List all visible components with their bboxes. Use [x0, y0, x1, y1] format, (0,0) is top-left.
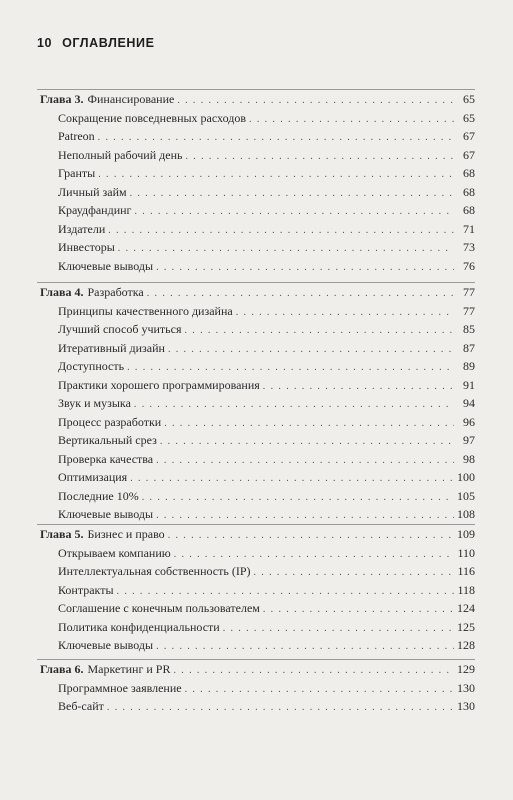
section-title: Ключевые выводы — [58, 258, 154, 273]
section-title: Ключевые выводы — [58, 638, 154, 652]
dot-leader — [263, 378, 454, 397]
dot-leader — [164, 415, 454, 434]
dot-leader — [118, 240, 454, 259]
section-title: Последние 10% — [58, 488, 139, 503]
section-title: Лучший способ учиться — [58, 322, 182, 336]
toc-section-row[interactable] — [37, 618, 475, 637]
toc-section-row[interactable] — [37, 127, 475, 146]
chapter-label: Глава 4. — [40, 285, 84, 299]
page-title: ОГЛАВЛЕНИЕ — [62, 36, 155, 50]
section-page-number: 77 — [463, 303, 475, 318]
toc-section-row[interactable] — [37, 164, 475, 183]
toc-section-row[interactable] — [37, 183, 475, 202]
section-page-number: 65 — [463, 110, 475, 125]
dot-leader — [130, 185, 454, 204]
section-page-number: 124 — [457, 601, 475, 615]
dot-leader — [236, 304, 454, 323]
chapter-label: Глава 3. — [40, 92, 84, 106]
chapter-title: Маркетинг и PR — [87, 662, 171, 676]
toc-chapter-group — [37, 659, 475, 716]
toc-section-row[interactable] — [37, 109, 475, 128]
section-title: Инвесторы — [58, 240, 115, 254]
dot-leader — [142, 489, 454, 508]
toc-section-row[interactable] — [37, 302, 475, 321]
section-title: Доступность — [58, 359, 125, 373]
section-title: Краудфандинг — [58, 203, 132, 217]
section-title: Итеративный дизайн — [58, 340, 165, 355]
dot-leader — [184, 322, 454, 341]
section-page-number: 73 — [463, 240, 475, 254]
section-title: Интеллектуальная собственность (IP) — [58, 564, 251, 578]
chapter-title: Бизнес и право — [87, 527, 165, 541]
toc-chapter-row[interactable] — [37, 90, 475, 109]
dot-leader — [98, 166, 454, 185]
section-title: Проверка качества — [58, 451, 154, 466]
section-title: Программное заявление — [58, 680, 182, 695]
section-page-number: 71 — [463, 221, 475, 236]
toc-section-row[interactable] — [37, 257, 475, 276]
dot-leader — [168, 527, 454, 546]
section-title: Гранты — [58, 166, 96, 180]
toc-chapter-group — [37, 524, 475, 655]
section-page-number: 118 — [457, 582, 475, 597]
toc-section-row[interactable] — [37, 581, 475, 600]
toc-section-row[interactable] — [37, 450, 475, 469]
toc-chapter-row[interactable] — [37, 283, 475, 302]
section-title: Личный займ — [58, 184, 127, 199]
dot-leader — [263, 601, 454, 620]
toc-section-row[interactable] — [37, 636, 475, 655]
page-number: 10 — [37, 36, 53, 50]
section-title: Неполный рабочий день — [58, 147, 183, 162]
chapter-title: Разработка — [87, 285, 144, 299]
dot-leader — [130, 470, 454, 489]
section-page-number: 89 — [463, 359, 475, 373]
toc-section-row[interactable] — [37, 697, 475, 716]
section-title: Принципы качественного дизайна — [58, 303, 233, 318]
dot-leader — [156, 638, 454, 657]
chapter-page-number: 77 — [463, 285, 475, 299]
toc-chapter-row[interactable] — [37, 525, 475, 544]
section-page-number: 76 — [463, 258, 475, 273]
dot-leader — [134, 396, 454, 415]
section-page-number: 100 — [457, 470, 475, 484]
toc-section-row[interactable] — [37, 544, 475, 563]
section-page-number: 125 — [457, 619, 475, 634]
toc-section-row[interactable] — [37, 339, 475, 358]
section-page-number: 110 — [457, 545, 475, 560]
dot-leader — [156, 259, 454, 278]
dot-leader — [156, 507, 454, 526]
section-page-number: 98 — [463, 451, 475, 466]
section-page-number: 68 — [463, 184, 475, 199]
toc-section-row[interactable] — [37, 238, 475, 257]
section-title: Политика конфиденциальности — [58, 619, 220, 634]
toc-chapter-group — [37, 282, 475, 524]
toc-section-row[interactable] — [37, 562, 475, 581]
toc-section-row[interactable] — [37, 320, 475, 339]
section-page-number: 87 — [463, 340, 475, 355]
section-title: Открываем компанию — [58, 545, 171, 560]
dot-leader — [168, 341, 454, 360]
section-page-number: 108 — [457, 507, 475, 521]
dot-leader — [107, 699, 454, 718]
dot-leader — [223, 620, 454, 639]
toc-section-row[interactable] — [37, 357, 475, 376]
chapter-label: Глава 5. — [40, 527, 84, 541]
section-page-number: 85 — [463, 322, 475, 336]
toc-section-row[interactable] — [37, 413, 475, 432]
dot-leader — [160, 433, 454, 452]
section-page-number: 94 — [463, 396, 475, 410]
section-title: Оптимизация — [58, 470, 128, 484]
section-page-number: 91 — [463, 377, 475, 392]
chapter-page-number: 65 — [463, 92, 475, 106]
toc-section-row[interactable] — [37, 487, 475, 506]
section-page-number: 116 — [457, 564, 475, 578]
toc-section-row[interactable] — [37, 505, 475, 524]
section-title: Веб-сайт — [58, 699, 104, 713]
section-title: Сокращение повседневных расходов — [58, 110, 247, 125]
dot-leader — [156, 452, 454, 471]
section-title: Patreon — [58, 129, 95, 143]
dot-leader — [185, 148, 454, 167]
section-page-number: 130 — [457, 699, 475, 713]
dot-leader — [254, 564, 455, 583]
toc-section-row[interactable] — [37, 201, 475, 220]
section-page-number: 130 — [457, 680, 475, 695]
section-title: Процесс разработки — [58, 414, 162, 429]
toc-section-row[interactable] — [37, 376, 475, 395]
dot-leader — [249, 111, 454, 130]
section-page-number: 128 — [457, 638, 475, 652]
section-title: Издатели — [58, 221, 106, 236]
section-page-number: 97 — [463, 433, 475, 447]
section-page-number: 67 — [463, 129, 475, 143]
dot-leader — [108, 222, 454, 241]
section-page-number: 96 — [463, 414, 475, 429]
toc-section-row[interactable] — [37, 599, 475, 618]
toc-section-row[interactable] — [37, 679, 475, 698]
dot-leader — [134, 203, 454, 222]
section-title: Звук и музыка — [58, 396, 131, 410]
section-page-number: 67 — [463, 147, 475, 162]
toc-chapter-group — [37, 89, 475, 275]
toc-section-row[interactable] — [37, 146, 475, 165]
section-title: Вертикальный срез — [58, 433, 157, 447]
toc-chapter-row[interactable] — [37, 660, 475, 679]
dot-leader — [185, 681, 454, 700]
toc-section-row[interactable] — [37, 431, 475, 450]
section-page-number: 68 — [463, 166, 475, 180]
running-head — [37, 36, 155, 50]
section-title: Ключевые выводы — [58, 507, 154, 521]
toc-section-row[interactable] — [37, 468, 475, 487]
section-title: Соглашение с конечным пользователем — [58, 601, 260, 615]
toc-section-row[interactable] — [37, 220, 475, 239]
chapter-page-number: 129 — [457, 662, 475, 676]
toc-section-row[interactable] — [37, 394, 475, 413]
chapter-label: Глава 6. — [40, 662, 84, 676]
section-title: Практики хорошего программирования — [58, 377, 260, 392]
dot-leader — [173, 662, 454, 681]
section-page-number: 68 — [463, 203, 475, 217]
section-page-number: 105 — [457, 488, 475, 503]
section-title: Контракты — [58, 582, 114, 597]
chapter-title: Финансирование — [87, 92, 175, 106]
chapter-page-number: 109 — [457, 527, 475, 541]
